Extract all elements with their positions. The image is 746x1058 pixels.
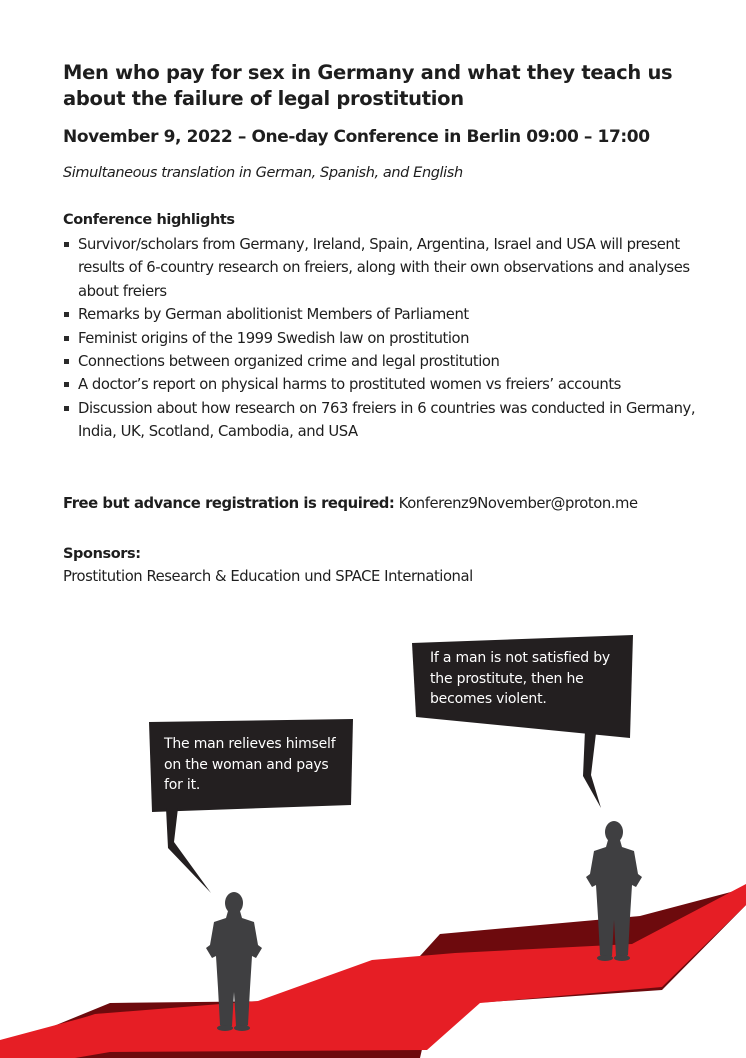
speech-bubble-right-tail <box>583 730 601 808</box>
red-carpet <box>0 884 746 1058</box>
speech-bubble-left-tail <box>166 808 211 893</box>
conference-date-line: November 9, 2022 – One-day Conference in Berlin 09:00 – 17:00 <box>63 127 650 147</box>
speech-bubble-left-text: The man relieves himself on the woman and pays for it. <box>164 736 336 793</box>
registration-email-link[interactable]: Konferenz9November@proton.me <box>398 495 638 512</box>
highlights-heading: Conference highlights <box>63 212 235 228</box>
registration-label: Free but advance registration is required: <box>63 495 395 512</box>
speech-bubble-right-text: If a man is not satisfied by the prostitute, then he becomes violent. <box>430 650 610 707</box>
highlight-text: Survivor/scholars from Germany, Ireland, Spain, Argentina, Israel and USA will present results of 6-country research on freiers, along with their own observations and analyses about freiers <box>78 236 690 300</box>
highlight-text: Remarks by German abolitionist Members of Parliament <box>78 306 469 324</box>
sponsors-heading: Sponsors: <box>63 546 141 562</box>
sponsors-text: Prostitution Research & Education und SPACE International <box>63 568 473 585</box>
page-title: Men who pay for sex in Germany and what they teach us about the failure of legal prostitution <box>63 61 673 110</box>
highlight-text: Connections between organized crime and legal prostitution <box>78 353 500 371</box>
translation-note: Simultaneous translation in German, Spanish, and English <box>63 165 463 181</box>
highlight-text: Feminist origins of the 1999 Swedish law on prostitution <box>78 329 470 347</box>
highlight-text: A doctor’s report on physical harms to prostituted women vs freiers’ accounts <box>78 376 621 394</box>
highlight-text: Discussion about how research on 763 freiers in 6 countries was conducted in Germany, India, UK, Scotland, Cambodia, and USA <box>78 399 696 441</box>
